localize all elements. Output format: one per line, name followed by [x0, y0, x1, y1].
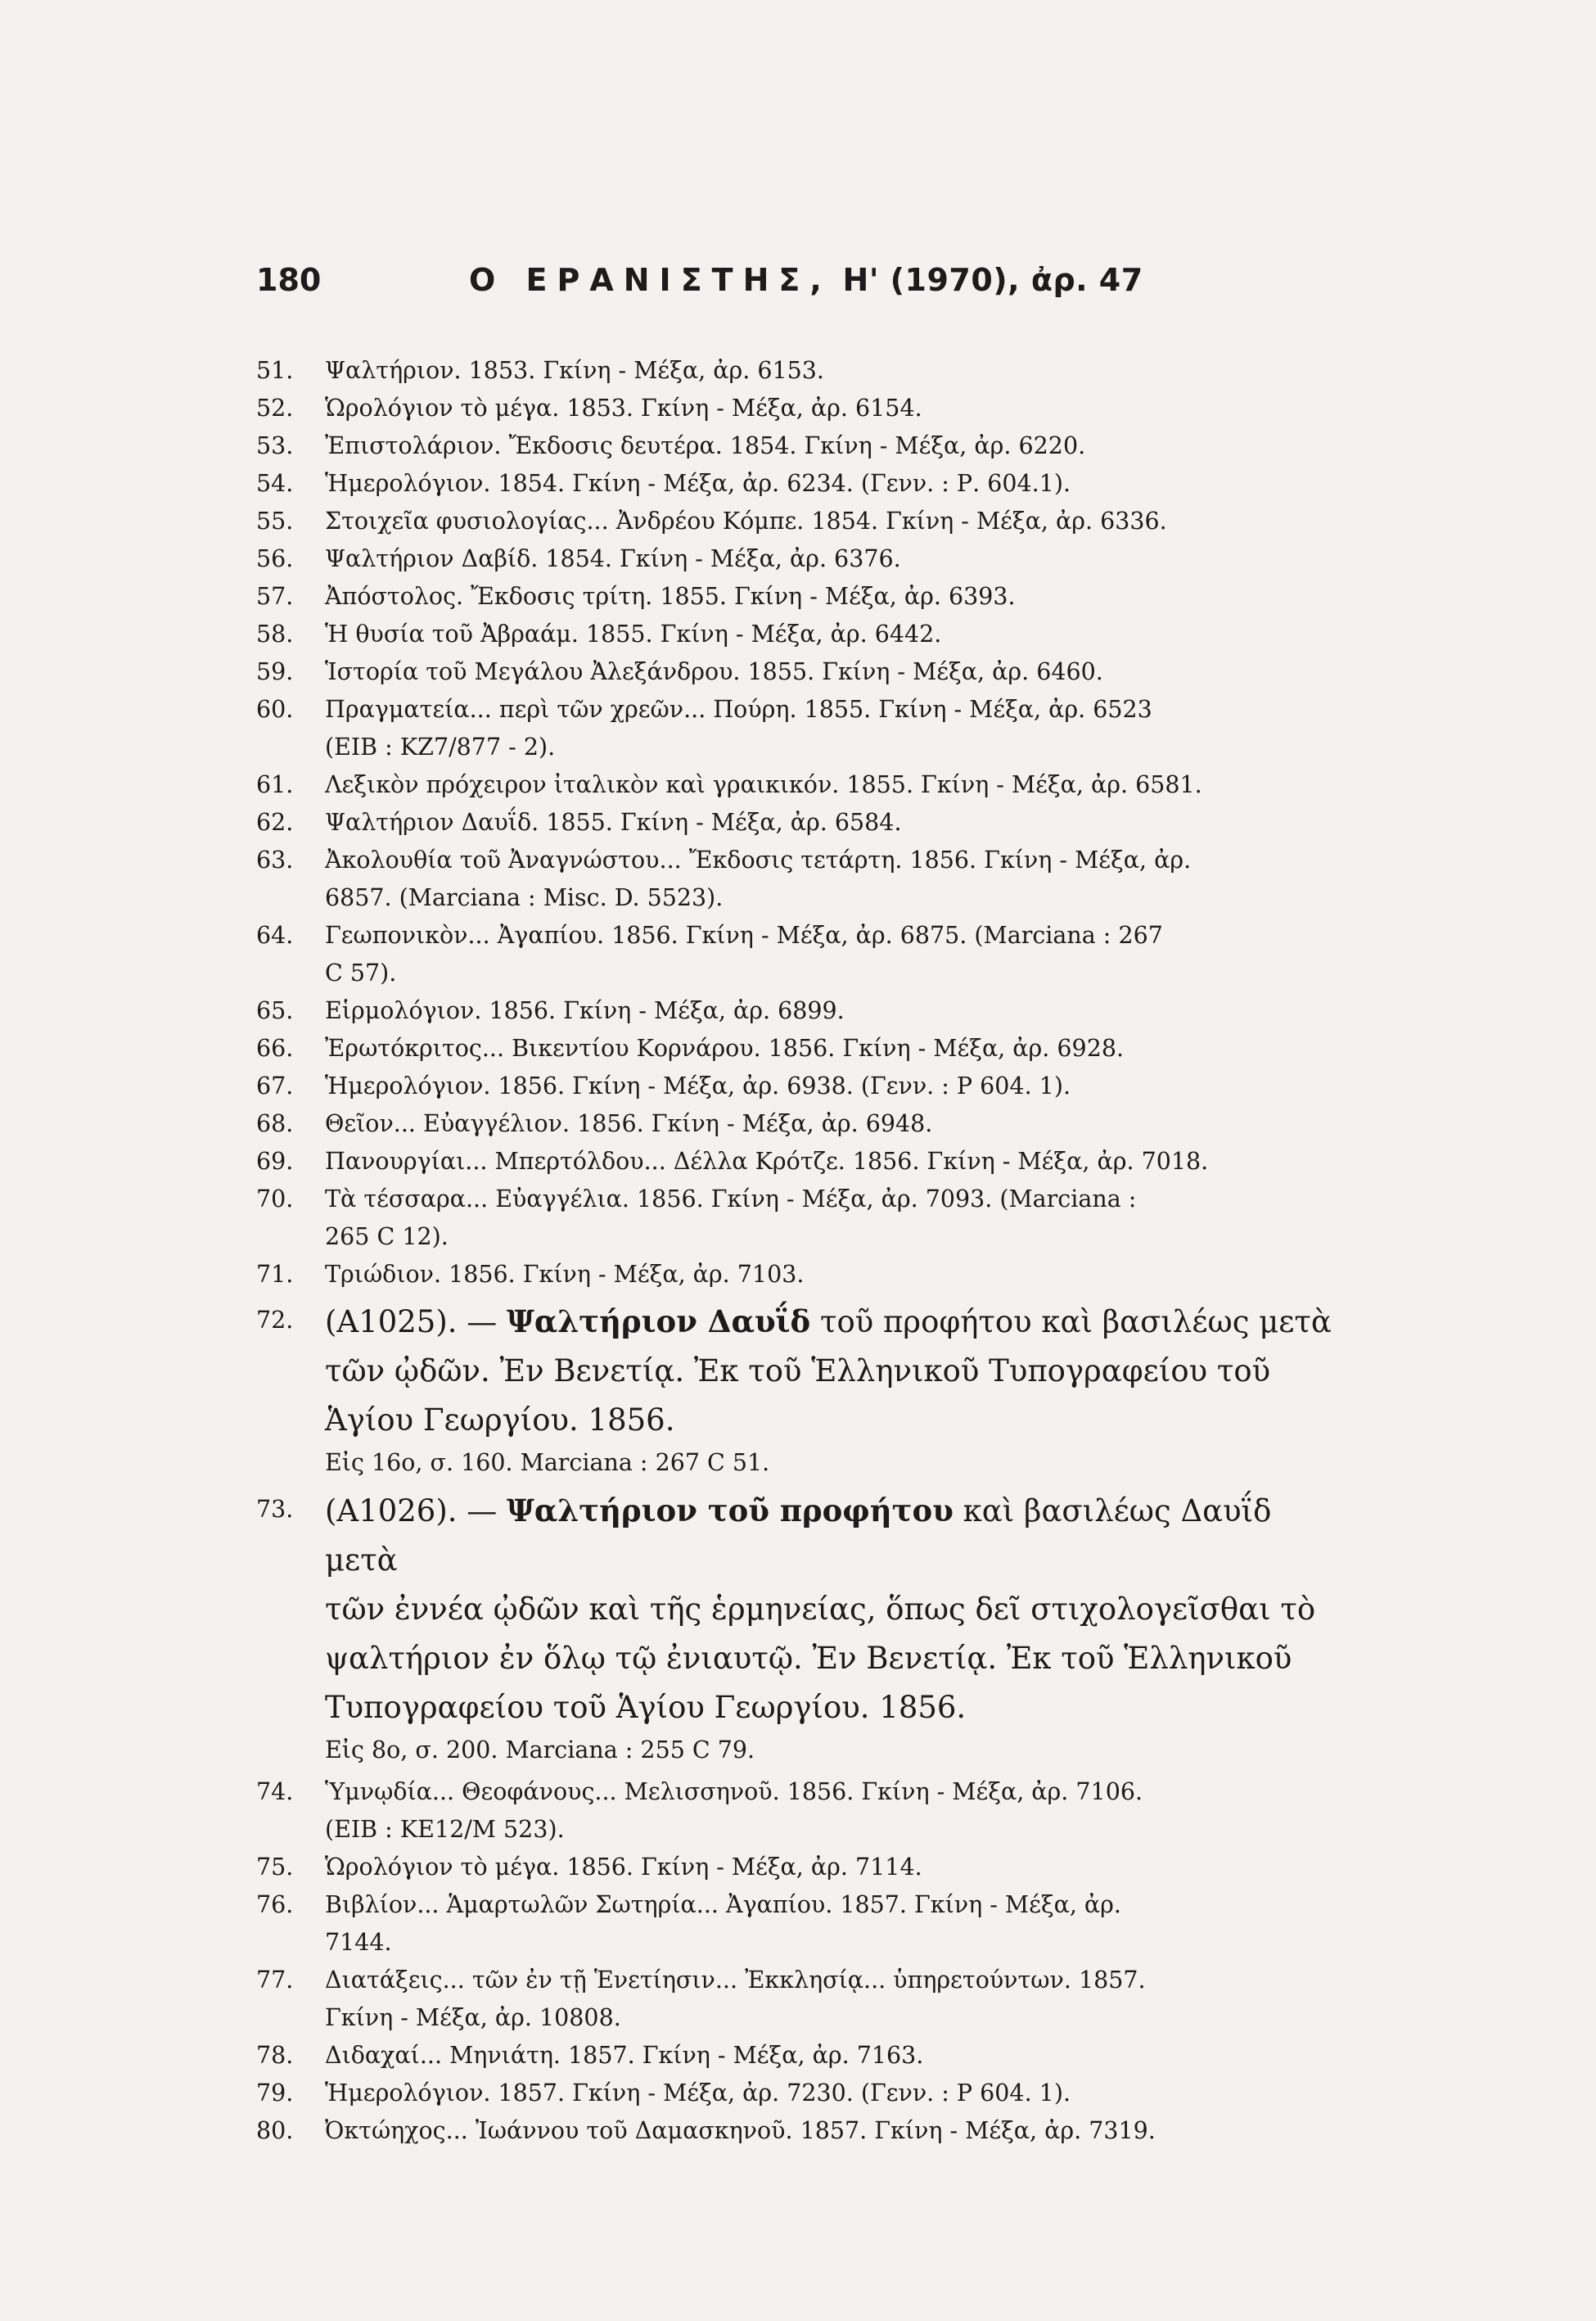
- entry-text: [325, 1297, 1345, 1481]
- entry-line: 265 C 12).: [325, 1223, 449, 1250]
- list-item: [256, 653, 1345, 691]
- list-item: [256, 465, 1345, 503]
- list-item: [256, 540, 1345, 578]
- entry-number: 52.: [256, 395, 294, 422]
- bibliography-list: [256, 352, 1345, 2150]
- list-item: [256, 2075, 1345, 2112]
- list-item: [256, 503, 1345, 540]
- list-item: [256, 1068, 1345, 1105]
- entry-number: 69.: [256, 1148, 294, 1175]
- entry-number: 54.: [256, 470, 294, 497]
- entry-text: Ἐπιστολάριον. Ἔκδοσις δευτέρα. 1854. Γκίνη - Μέξα, ἀρ. 6220.: [325, 432, 1086, 459]
- entry-line: 7144.: [325, 1929, 392, 1956]
- entry-text: [325, 1486, 1345, 1768]
- page-number: 180: [256, 262, 322, 298]
- entry-text: Ψαλτήριον Δαβίδ. 1854. Γκίνη - Μέξα, ἀρ. 6376.: [325, 545, 901, 572]
- entry-number: 78.: [256, 2042, 294, 2069]
- entry-line: [325, 1486, 1345, 1585]
- entry-line: Γκίνη - Μέξα, ἀρ. 10808.: [325, 2004, 621, 2031]
- entry-text: Ἐρωτόκριτος... Βικεντίου Κορνάρου. 1856. Γκίνη - Μέξα, ἀρ. 6928.: [325, 1035, 1125, 1062]
- list-item: [256, 578, 1345, 616]
- entry-note: Εἰς 16ο, σ. 160. Marciana : 267 C 51.: [325, 1449, 770, 1476]
- entry-line: Τὰ τέσσαρα... Εὐαγγέλια. 1856. Γκίνη - Μέξα, ἀρ. 7093. (Marciana :: [325, 1185, 1137, 1212]
- entry-number: 74.: [256, 1778, 294, 1805]
- entry-number: 79.: [256, 2079, 294, 2107]
- list-item: [256, 1181, 1345, 1256]
- entry-number: 57.: [256, 583, 294, 610]
- entry-title-rest: καὶ βασιλέως Δαυΐδ μετὰ: [325, 1493, 1272, 1578]
- entry-text: Τριώδιον. 1856. Γκίνη - Μέξα, ἀρ. 7103.: [325, 1261, 805, 1288]
- entry-number: 64.: [256, 922, 294, 949]
- entry-number: 68.: [256, 1110, 294, 1137]
- entry-text: Ἱστορία τοῦ Μεγάλου Ἀλεξάνδρου. 1855. Γκίνη - Μέξα, ἀρ. 6460.: [325, 658, 1103, 685]
- list-item: [256, 1143, 1345, 1181]
- entry-text: Ὀκτώηχος... Ἰωάννου τοῦ Δαμασκηνοῦ. 1857. Γκίνη - Μέξα, ἀρ. 7319.: [325, 2117, 1156, 2144]
- list-item: [256, 390, 1345, 427]
- entry-line: C 57).: [325, 960, 397, 987]
- list-item: [256, 2037, 1345, 2075]
- entry-text: Ὡρολόγιον τὸ μέγα. 1853. Γκίνη - Μέξα, ἀρ. 6154.: [325, 395, 922, 422]
- list-item: [256, 1849, 1345, 1886]
- entry-note: Εἰς 8ο, σ. 200. Marciana : 255 C 79.: [325, 1736, 755, 1763]
- entry-text: Ψαλτήριον Δαυΐδ. 1855. Γκίνη - Μέξα, ἀρ. 6584.: [325, 809, 902, 836]
- entry-text: [325, 1886, 1345, 1962]
- entry-number: 76.: [256, 1891, 294, 1918]
- entry-number: 62.: [256, 809, 294, 836]
- entry-number: 61.: [256, 771, 294, 798]
- entry-text: Διδαχαί... Μηνιάτη. 1857. Γκίνη - Μέξα, ἀρ. 7163.: [325, 2042, 924, 2069]
- entry-line: τῶν ἐννέα ᾠδῶν καὶ τῆς ἑρμηνείας, ὅπως δεῖ στιχολογεῖσθαι τὸ: [325, 1592, 1316, 1627]
- entry-text: [325, 1181, 1345, 1256]
- entry-number: 66.: [256, 1035, 294, 1062]
- entry-text: [325, 1773, 1345, 1849]
- entry-text: Εἱρμολόγιον. 1856. Γκίνη - Μέξα, ἀρ. 6899.: [325, 997, 845, 1024]
- entry-number: 56.: [256, 545, 294, 572]
- entry-number: 80.: [256, 2117, 294, 2144]
- entry-title-bold: Ψαλτήριον Δαυΐδ: [507, 1303, 811, 1339]
- entry-text: [325, 917, 1345, 992]
- entry-text: Ἡμερολόγιον. 1856. Γκίνη - Μέξα, ἀρ. 6938. (Γενν. : Ρ 604. 1).: [325, 1072, 1071, 1100]
- entry-code: (Α1026). —: [325, 1493, 507, 1529]
- entry-line: Γεωπονικὸν... Ἀγαπίου. 1856. Γκίνη - Μέξα, ἀρ. 6875. (Marciana : 267: [325, 922, 1163, 949]
- entry-number: 70.: [256, 1185, 294, 1212]
- list-item: [256, 766, 1345, 804]
- entry-line: Διατάξεις... τῶν ἐν τῇ Ἑνετίησιν... Ἐκκλησίᾳ... ὑπηρετούντων. 1857.: [325, 1967, 1146, 1994]
- list-item: [256, 1962, 1345, 2037]
- entry-number: 53.: [256, 432, 294, 459]
- list-item: [256, 992, 1345, 1030]
- list-item: [256, 616, 1345, 653]
- entry-line: Ἁγίου Γεωργίου. 1856.: [325, 1402, 675, 1438]
- list-item: [256, 691, 1345, 766]
- entry-line: Ὑμνῳδία... Θεοφάνους... Μελισσηνοῦ. 1856. Γκίνη - Μέξα, ἀρ. 7106.: [325, 1778, 1143, 1805]
- journal-title: [469, 262, 1143, 298]
- entry-number: 51.: [256, 357, 294, 384]
- entry-line: (ΕΙΒ : ΚΖ7/877 - 2).: [325, 734, 556, 761]
- entry-number: 67.: [256, 1072, 294, 1100]
- entry-number: 73.: [256, 1496, 294, 1523]
- entry-number: 59.: [256, 658, 294, 685]
- featured-entry: [256, 1486, 1345, 1768]
- entry-line: Βιβλίον... Ἁμαρτωλῶν Σωτηρία... Ἀγαπίου. 1857. Γκίνη - Μέξα, ἀρ.: [325, 1891, 1121, 1918]
- entry-title-rest: τοῦ προφήτου καὶ βασιλέως μετὰ: [810, 1304, 1332, 1339]
- entry-number: 72.: [256, 1307, 294, 1334]
- entry-line: Τυπογραφείου τοῦ Ἁγίου Γεωργίου. 1856.: [325, 1690, 967, 1725]
- list-item: [256, 1773, 1345, 1849]
- entry-code: (Α1025). —: [325, 1304, 507, 1339]
- entry-text: Λεξικὸν πρόχειρον ἰταλικὸν καὶ γραικικόν. 1855. Γκίνη - Μέξα, ἀρ. 6581.: [325, 771, 1202, 798]
- entry-number: 63.: [256, 847, 294, 874]
- entry-text: Ὡρολόγιον τὸ μέγα. 1856. Γκίνη - Μέξα, ἀρ. 7114.: [325, 1854, 922, 1881]
- entry-title-bold: Ψαλτήριον τοῦ προφήτου: [507, 1492, 954, 1529]
- list-item: [256, 427, 1345, 465]
- list-item: [256, 352, 1345, 390]
- entry-line: 6857. (Marciana : Misc. D. 5523).: [325, 884, 724, 911]
- entry-number: 77.: [256, 1967, 294, 1994]
- entry-number: 71.: [256, 1261, 294, 1288]
- entry-line: (ΕΙΒ : ΚΕ12/Μ 523).: [325, 1816, 565, 1843]
- entry-number: 58.: [256, 621, 294, 648]
- entry-text: Πανουργίαι... Μπερτόλδου... Δέλλα Κρότζε. 1856. Γκίνη - Μέξα, ἀρ. 7018.: [325, 1148, 1209, 1175]
- entry-number: 75.: [256, 1854, 294, 1881]
- list-item: [256, 1886, 1345, 1962]
- entry-line: Πραγματεία... περὶ τῶν χρεῶν... Πούρη. 1855. Γκίνη - Μέξα, ἀρ. 6523: [325, 696, 1152, 723]
- list-item: [256, 842, 1345, 917]
- entry-number: 55.: [256, 508, 294, 535]
- list-item: [256, 1030, 1345, 1068]
- entry-text: [325, 691, 1345, 766]
- list-item: [256, 1105, 1345, 1143]
- entry-text: Θεῖον... Εὐαγγέλιον. 1856. Γκίνη - Μέξα, ἀρ. 6948.: [325, 1110, 933, 1137]
- entry-text: Ἀπόστολος. Ἔκδοσις τρίτη. 1855. Γκίνη - Μέξα, ἀρ. 6393.: [325, 583, 1016, 610]
- entry-line: [325, 1297, 1345, 1347]
- entry-text: Στοιχεῖα φυσιολογίας... Ἀνδρέου Κόμπε. 1854. Γκίνη - Μέξα, ἀρ. 6336.: [325, 508, 1167, 535]
- entry-line: τῶν ᾠδῶν. Ἐν Βενετίᾳ. Ἐκ τοῦ Ἑλληνικοῦ Τυπογραφείου τοῦ: [325, 1353, 1271, 1389]
- list-item: [256, 2112, 1345, 2150]
- entry-line: ψαλτήριον ἐν ὅλῳ τῷ ἐνιαυτῷ. Ἐν Βενετίᾳ. Ἐκ τοῦ Ἑλληνικοῦ: [325, 1641, 1292, 1676]
- entry-number: 65.: [256, 997, 294, 1024]
- list-item: [256, 1256, 1345, 1294]
- list-item: [256, 917, 1345, 992]
- entry-number: 60.: [256, 696, 294, 723]
- entry-text: Ψαλτήριον. 1853. Γκίνη - Μέξα, ἀρ. 6153.: [325, 357, 824, 384]
- entry-line: Ἀκολουθία τοῦ Ἀναγνώστου... Ἔκδοσις τετάρτη. 1856. Γκίνη - Μέξα, ἀρ.: [325, 847, 1192, 874]
- entry-text: Ἡ θυσία τοῦ Ἀβραάμ. 1855. Γκίνη - Μέξα, ἀρ. 6442.: [325, 621, 942, 648]
- featured-entry: [256, 1297, 1345, 1481]
- entry-text: Ἡμερολόγιον. 1854. Γκίνη - Μέξα, ἀρ. 6234. (Γενν. : Ρ. 604.1).: [325, 470, 1071, 497]
- list-item: [256, 804, 1345, 842]
- entry-text: [325, 1962, 1345, 2037]
- entry-text: Ἡμερολόγιον. 1857. Γκίνη - Μέξα, ἀρ. 7230. (Γενν. : Ρ 604. 1).: [325, 2079, 1071, 2107]
- entry-text: [325, 842, 1345, 917]
- journal-name: Ο ΕΡΑΝΙΣΤΗΣ,: [469, 262, 832, 298]
- journal-issue: Η' (1970), ἀρ. 47: [831, 262, 1143, 298]
